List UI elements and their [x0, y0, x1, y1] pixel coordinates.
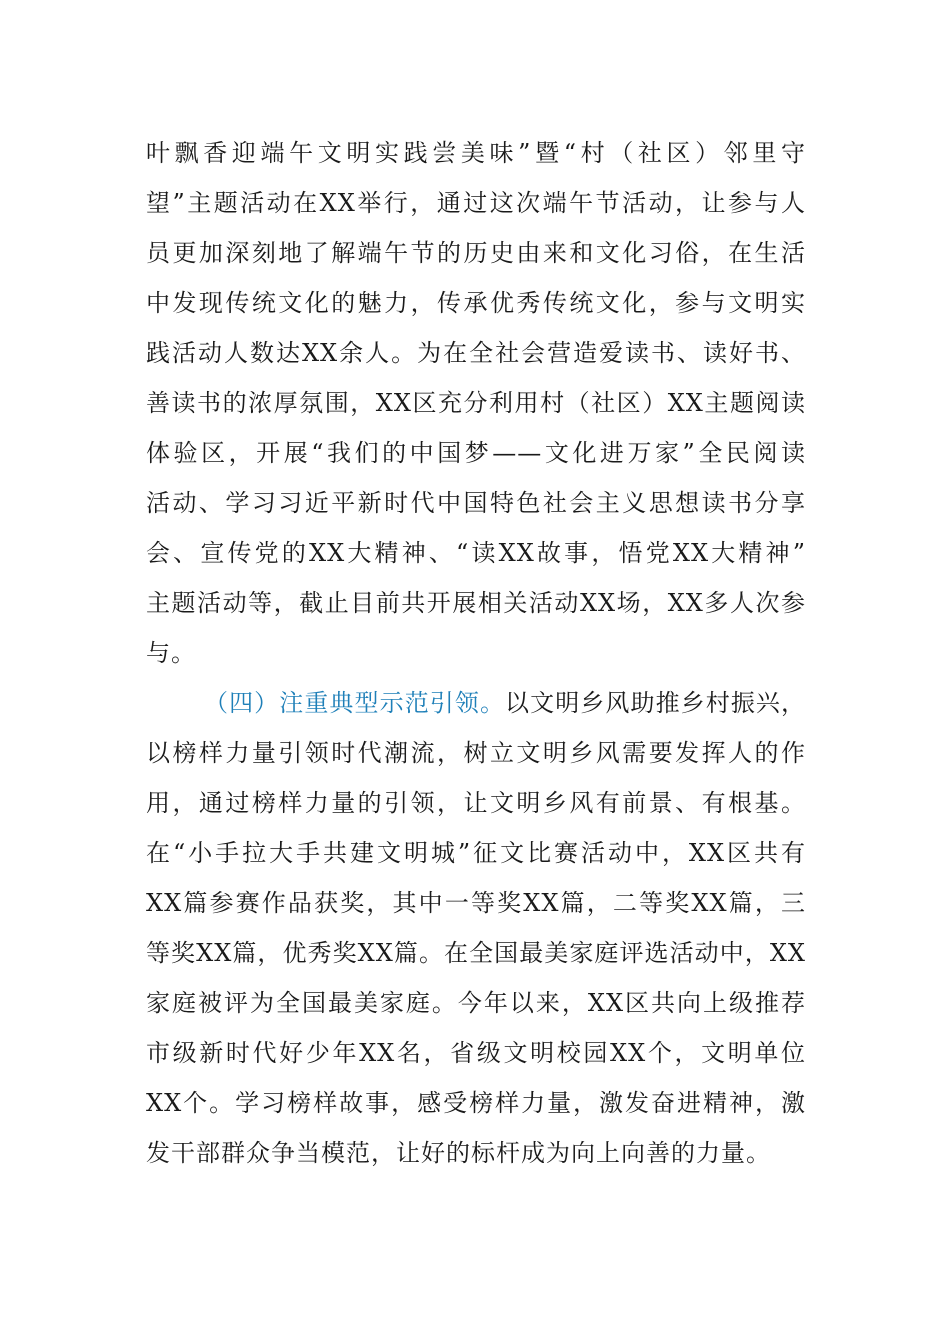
paragraph-line: 与。	[146, 639, 196, 667]
paragraph-role-models	[146, 678, 806, 1178]
paragraph-line: 叶飘香迎端午文明实践尝美味”暨“村（社区）邻里守	[146, 139, 806, 167]
paragraph-line: 望”主题活动在XX举行，通过这次端午节活动，让参与人	[146, 189, 806, 217]
paragraph-line: 家庭被评为全国最美家庭。今年以来，XX区共向上级推荐	[146, 989, 806, 1017]
section-first-line	[146, 678, 806, 728]
paragraph-line: 市级新时代好少年XX名，省级文明校园XX个，文明单位	[146, 1039, 806, 1067]
paragraph-line: 会、宣传党的XX大精神、“读XX故事，悟党XX大精神”	[146, 539, 806, 567]
section-heading-rest: 以文明乡风助推乡村振兴，	[505, 689, 807, 717]
paragraph-line: 活动、学习习近平新时代中国特色社会主义思想读书分享	[146, 489, 806, 517]
paragraph-line: XX篇参赛作品获奖，其中一等奖XX篇，二等奖XX篇，三	[146, 889, 806, 917]
paragraph-line: 在“小手拉大手共建文明城”征文比赛活动中，XX区共有	[146, 839, 806, 867]
paragraph-line: XX个。学习榜样故事，感受榜样力量，激发奋进精神，激	[146, 1089, 806, 1117]
paragraph-line: 以榜样力量引领时代潮流，树立文明乡风需要发挥人的作	[146, 739, 806, 767]
paragraph-line: 善读书的浓厚氛围，XX区充分利用村（社区）XX主题阅读	[146, 389, 806, 417]
paragraph-line: 践活动人数达XX余人。为在全社会营造爱读书、读好书、	[146, 339, 806, 367]
section-heading: （四）注重典型示范引领。	[204, 689, 506, 717]
paragraph-line: 主题活动等，截止目前共开展相关活动XX场，XX多人次参	[146, 589, 806, 617]
paragraph-line: 用，通过榜样力量的引领，让文明乡风有前景、有根基。	[146, 789, 806, 817]
paragraph-line: 发干部群众争当模范，让好的标杆成为向上向善的力量。	[146, 1139, 771, 1167]
paragraph-activities	[146, 128, 806, 678]
paragraph-line: 员更加深刻地了解端午节的历史由来和文化习俗，在生活	[146, 239, 806, 267]
paragraph-line: 中发现传统文化的魅力，传承优秀传统文化，参与文明实	[146, 289, 806, 317]
paragraph-line: 等奖XX篇，优秀奖XX篇。在全国最美家庭评选活动中，XX	[146, 939, 806, 967]
paragraph-line: 体验区，开展“我们的中国梦——文化进万家”全民阅读	[146, 439, 806, 467]
